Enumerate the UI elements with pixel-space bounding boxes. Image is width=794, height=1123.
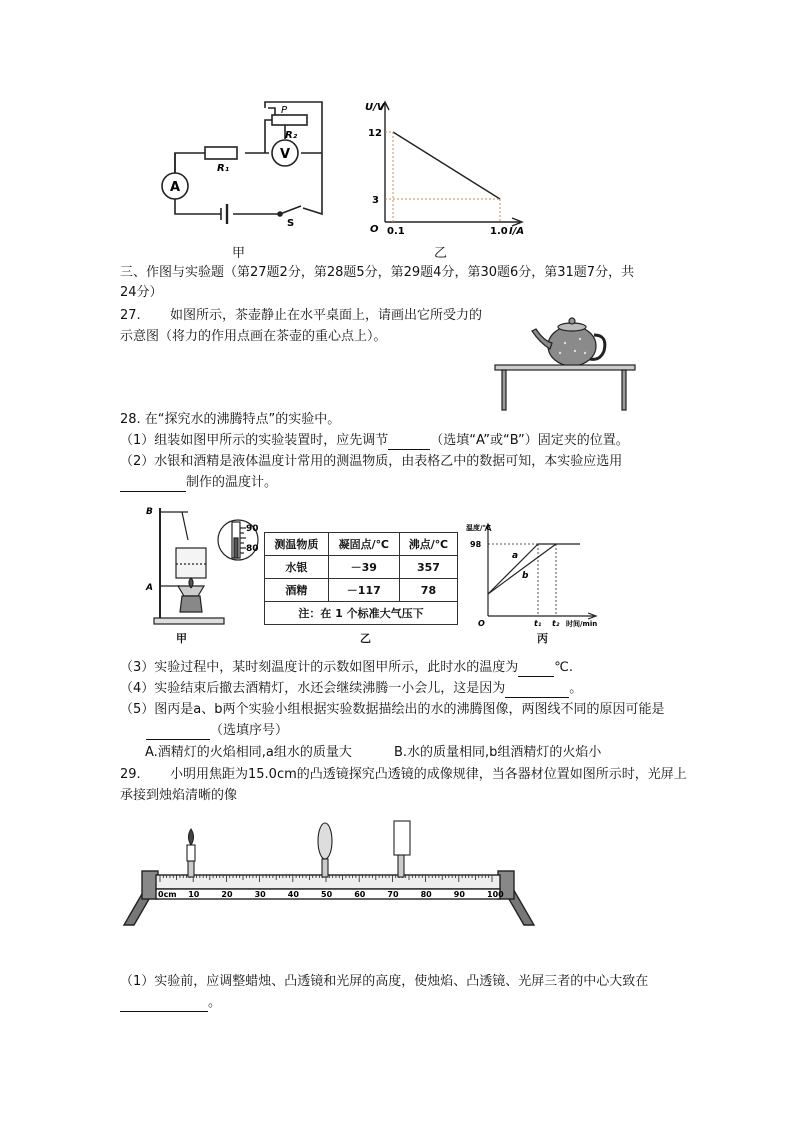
q28-p4: [120, 680, 582, 698]
y-axis-label: U/V: [365, 102, 385, 113]
q29-p1-after: 。: [208, 995, 222, 1010]
candle-holder: [188, 861, 194, 877]
therm-tick-90: 90: [246, 524, 259, 534]
bench-tick-label: 60: [354, 890, 366, 899]
screen-holder: [398, 855, 404, 877]
table-note-row: [265, 602, 458, 625]
boiling-graph: [458, 518, 603, 630]
y-axis-label: 温度/℃: [466, 524, 492, 532]
bench-tick-label: 50: [321, 890, 333, 899]
q28-option-a: A.酒精灯的火焰相同,a组水的质量大: [145, 745, 352, 760]
q29-number: 29.: [120, 767, 141, 782]
bench-tick-label: 80: [420, 890, 432, 899]
q28-p2-answer-blank[interactable]: [120, 477, 186, 492]
x-axis-label: I/A: [509, 226, 525, 237]
lens-icon: [318, 823, 332, 859]
table-note: 注：在 1 个标准大气压下: [265, 602, 458, 625]
q28-p2-line2: [120, 474, 277, 492]
q28-p1-answer-blank[interactable]: [388, 435, 430, 450]
q27-text-line1: 如图所示，茶壶静止在水平桌面上，请画出它所受力的: [170, 308, 483, 323]
tick-98: 98: [470, 540, 482, 549]
optical-bench: [120, 815, 540, 930]
label-r1: R₁: [217, 163, 230, 174]
q28-p4-before: （4）实验结束后撤去酒精灯，水还会继续沸腾一小会儿，这是因为: [120, 681, 506, 696]
bench-tick-label: 90: [453, 890, 465, 899]
q28-p3-before: （3）实验过程中，某时刻温度计的示数如图甲所示，此时水的温度为: [120, 660, 519, 675]
caption-yi-top: 乙: [434, 246, 448, 261]
q29-p1-line1: （1）实验前，应调整蜡烛、凸透镜和光屏的高度，使烛焰、凸透镜、光屏三者的中心大致在: [120, 974, 649, 989]
q28-p4-answer-blank[interactable]: [505, 683, 569, 698]
tick-0-1: 0.1: [387, 226, 405, 237]
lens-holder: [322, 859, 328, 877]
q29-p1-answer-blank[interactable]: [120, 997, 208, 1012]
q27-number: 27.: [120, 308, 141, 323]
q28-p3-answer-blank[interactable]: [518, 662, 554, 677]
q28-p5-line1: （5）图丙是a、b两个实验小组根据实验数据描绘出的水的沸腾图像，两图线不同的原因可能是: [120, 702, 665, 717]
section3-title-line2: 24分）: [120, 285, 163, 300]
q27-text-line2: 示意图（将力的作用点画在茶壶的重心点上）。: [120, 329, 387, 344]
circuit-diagram: [155, 96, 335, 226]
q28-p1-before: （1）组装如图甲所示的实验装置时，应先调节: [120, 433, 389, 448]
q28-p1: [120, 432, 629, 450]
therm-tick-80: 80: [246, 544, 259, 554]
caption-jia-top: 甲: [232, 246, 246, 261]
tick-t2: t₂: [552, 619, 560, 628]
x-axis-label: 时间/min: [566, 620, 598, 628]
tick-3: 3: [372, 195, 379, 206]
ammeter-label: A: [170, 180, 181, 195]
table-cell: 78: [399, 579, 457, 602]
table-header: 沸点/℃: [399, 533, 457, 556]
table-row: [265, 579, 458, 602]
table-cell: －39: [328, 556, 399, 579]
table-row: [265, 556, 458, 579]
bench-tick-label: 20: [221, 890, 233, 899]
screen-icon: [394, 821, 410, 855]
caption-bing-q28: 丙: [537, 632, 548, 645]
q28-p4-after: 。: [569, 681, 583, 696]
q28-p5-after: （选填序号）: [210, 723, 289, 738]
label-r2: R₂: [285, 130, 298, 141]
q28-option-b: B.水的质量相同,b组酒精灯的火焰小: [394, 745, 602, 760]
table-header: 测温物质: [265, 533, 329, 556]
r1-resistor: [205, 147, 237, 159]
q29-p1-line2: [120, 994, 221, 1012]
clamp-label-b: B: [146, 507, 153, 517]
bench-tick-label: 70: [387, 890, 399, 899]
bench-tick-label: 10: [188, 890, 200, 899]
caption-yi-q28: 乙: [360, 632, 371, 645]
label-s: S: [287, 218, 295, 226]
section3-title-line1: 三、作图与实验题（第27题2分，第28题5分，第29题4分，第30题6分，第31题7分，共: [120, 265, 635, 280]
melting-boiling-table: [264, 532, 458, 625]
clamp-label-a: A: [146, 583, 153, 593]
teapot-table-illustration: [490, 313, 640, 413]
ui-graph: [360, 96, 535, 238]
q28-p2-line1: （2）水银和酒精是液体温度计常用的测温物质，由表格乙中的数据可知，本实验应选用: [120, 454, 623, 469]
flame-icon: [189, 829, 194, 845]
q28-p5-line2: [146, 722, 288, 740]
table-cell: 357: [399, 556, 457, 579]
line-a-label: a: [512, 551, 519, 561]
table-cell: 水银: [265, 556, 329, 579]
tick-1-0: 1.0: [490, 226, 508, 237]
q28-p5-answer-blank[interactable]: [146, 725, 210, 740]
candle-icon: [187, 845, 195, 861]
bench-tick-label: 30: [254, 890, 266, 899]
bench-tick-label: 40: [287, 890, 299, 899]
origin-label: O: [478, 619, 485, 628]
tick-t1: t₁: [534, 619, 542, 628]
q28-p1-after: （选填“A”或“B”）固定夹的位置。: [430, 433, 629, 448]
q28-p3-after: ℃.: [554, 660, 574, 675]
q28-intro: 28. 在“探究水的沸腾特点”的实验中。: [120, 412, 341, 427]
boiling-apparatus: [142, 500, 262, 630]
table-header: 凝固点/℃: [328, 533, 399, 556]
table-cell: －117: [328, 579, 399, 602]
q29-text-line1: 小明用焦距为15.0cm的凸透镜探究凸透镜的成像规律，当各器材位置如图所示时，光屏上: [170, 767, 687, 782]
q29-text-line2: 承接到烛焰清晰的像: [120, 788, 238, 803]
q28-p3: [120, 659, 573, 677]
tick-12: 12: [368, 128, 382, 139]
line-b-label: b: [522, 571, 529, 581]
bench-tick-label: 100: [487, 890, 504, 899]
origin-label: O: [370, 224, 379, 235]
table-header-row: [265, 533, 458, 556]
label-p: P: [281, 105, 288, 116]
table-cell: 酒精: [265, 579, 329, 602]
bench-tick-label: 0cm: [158, 890, 177, 899]
caption-jia-q28: 甲: [176, 632, 187, 645]
q28-p2-after: 制作的温度计。: [186, 475, 278, 490]
voltmeter-label: V: [280, 147, 291, 162]
